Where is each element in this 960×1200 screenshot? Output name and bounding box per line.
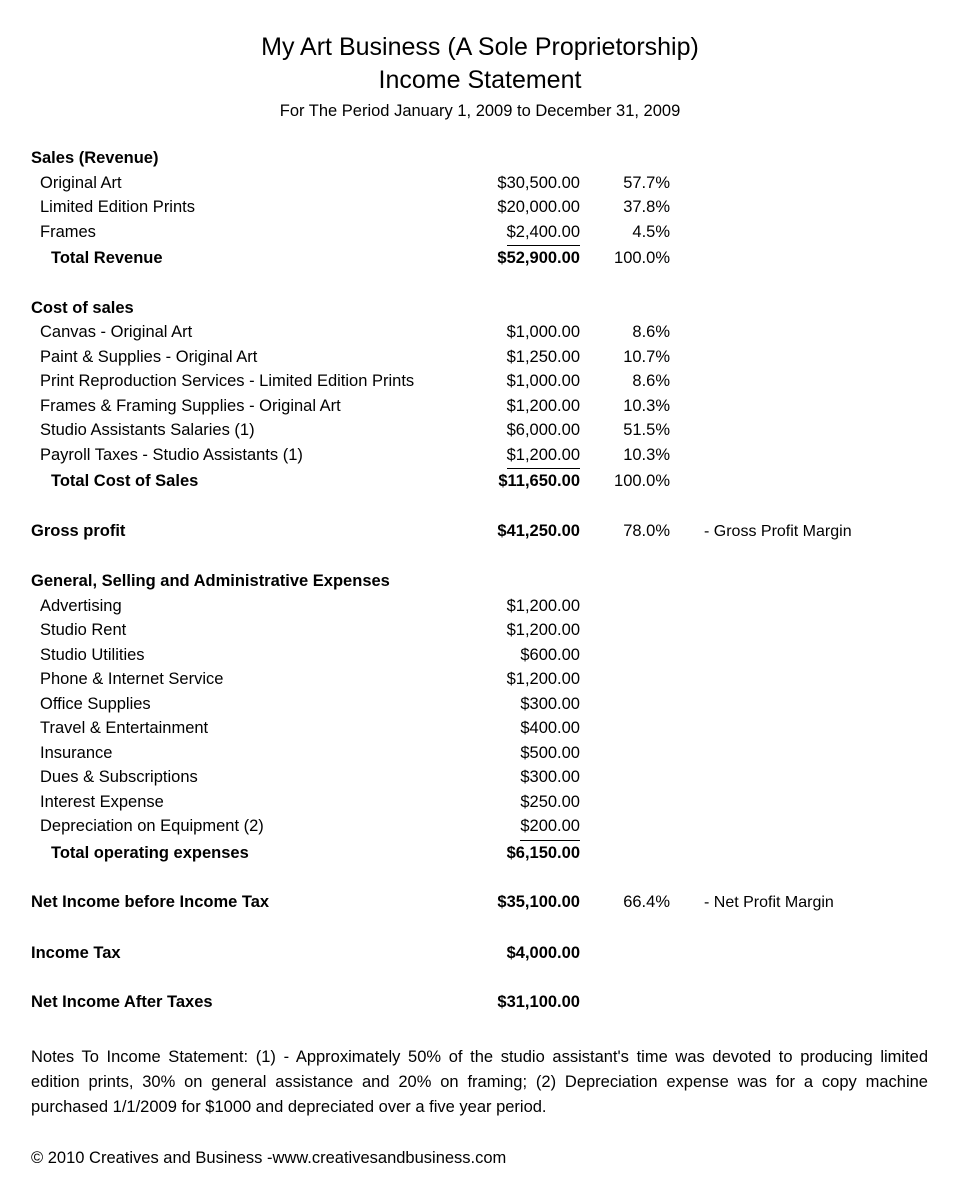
table-row <box>0 741 960 766</box>
line-item-amount: $500.00 <box>520 743 580 762</box>
total-amount: $52,900.00 <box>497 249 580 267</box>
total-row-cost-of-sales <box>0 469 960 494</box>
line-item-label: Depreciation on Equipment (2) <box>40 817 264 835</box>
line-item-amount: $300.00 <box>520 694 580 713</box>
line-item-amount: $20,000.00 <box>497 198 580 216</box>
section-header-operating-expenses <box>0 569 960 594</box>
line-item-label: Travel & Entertainment <box>40 719 209 737</box>
section-header-cost-of-sales <box>0 296 960 321</box>
line-item-percent: 10.3% <box>623 445 670 464</box>
table-row <box>0 394 960 419</box>
table-row <box>0 814 960 841</box>
total-percent: 100.0% <box>614 249 670 267</box>
reporting-period: For The Period January 1, 2009 to December 31, 2009 <box>279 102 681 120</box>
line-item-amount: $1,250.00 <box>506 347 580 366</box>
total-row-revenue <box>0 246 960 271</box>
line-item-amount: $300.00 <box>520 768 580 786</box>
line-item-label: Print Reproduction Services - Limited Edition Prints <box>40 372 415 390</box>
table-row <box>0 345 960 370</box>
total-row-operating-expenses <box>0 841 960 866</box>
net-profit-margin-note: - Net Profit Margin <box>704 894 834 911</box>
notes-to-income-statement: Notes To Income Statement: (1) - Approximately 50% of the studio assistant's time was devoted to producing limited edition prints, 30% on general assistance and 20% on framing; (2) Depreciation expense was for a copy machine purchased 1/1/2009 for $1000 and depreciated over a five year period. <box>31 1047 928 1116</box>
line-item-label: Paint & Supplies - Original Art <box>40 347 258 366</box>
line-item-amount: $600.00 <box>520 645 580 664</box>
table-row <box>0 667 960 692</box>
line-item-amount: $1,200.00 <box>506 670 580 688</box>
table-row <box>0 320 960 345</box>
income-tax-row <box>0 941 960 966</box>
line-item-amount: $1,000.00 <box>506 372 580 390</box>
line-item-percent: 8.6% <box>632 372 670 390</box>
notes-section <box>0 1045 960 1120</box>
subtotal-rule: $2,400.00 <box>507 220 580 247</box>
line-item-amount: $1,000.00 <box>506 323 580 341</box>
line-item-label: Office Supplies <box>40 694 151 713</box>
row-spacer <box>0 865 960 890</box>
line-item-label: Interest Expense <box>40 792 164 811</box>
row-spacer <box>0 271 960 296</box>
gross-profit-margin-note: - Gross Profit Margin <box>704 522 852 540</box>
table-row <box>0 195 960 220</box>
line-item-label: Phone & Internet Service <box>40 670 224 688</box>
line-item-label: Studio Assistants Salaries (1) <box>40 421 255 439</box>
net-income-before-tax-amount: $35,100.00 <box>497 893 580 911</box>
table-row <box>0 692 960 717</box>
document-header <box>0 0 960 124</box>
line-item-amount <box>470 443 580 470</box>
subtotal-rule: $1,200.00 <box>507 443 580 470</box>
net-income-after-taxes-amount: $31,100.00 <box>497 993 580 1011</box>
line-item-amount: $6,000.00 <box>506 421 580 439</box>
section-title: Cost of sales <box>31 298 134 317</box>
gross-profit-percent: 78.0% <box>623 521 670 540</box>
line-item-amount: $1,200.00 <box>506 596 580 615</box>
line-item-label: Frames & Framing Supplies - Original Art <box>40 396 341 415</box>
line-item-amount: $30,500.00 <box>497 173 580 192</box>
line-item-percent: 57.7% <box>623 173 670 192</box>
line-item-label: Original Art <box>40 173 122 192</box>
total-label: Total Revenue <box>51 249 163 267</box>
gross-profit-label: Gross profit <box>31 521 126 540</box>
net-profit-margin-percent: 66.4% <box>623 893 670 911</box>
table-row <box>0 369 960 394</box>
copyright-line: © 2010 Creatives and Business -www.creativesandbusiness.com <box>31 1148 507 1167</box>
table-row <box>0 443 960 470</box>
table-row <box>0 418 960 443</box>
line-item-label: Payroll Taxes - Studio Assistants (1) <box>40 445 303 464</box>
net-income-after-taxes-label: Net Income After Taxes <box>31 993 213 1011</box>
row-spacer <box>0 916 960 941</box>
line-item-percent: 8.6% <box>632 323 670 341</box>
line-item-label: Insurance <box>40 743 113 762</box>
line-item-label: Advertising <box>40 596 122 615</box>
line-item-percent: 10.3% <box>623 396 670 415</box>
section-header-revenue <box>0 146 960 171</box>
gross-profit-amount: $41,250.00 <box>497 521 580 540</box>
subtotal-rule: $200.00 <box>520 814 580 841</box>
line-item-amount: $1,200.00 <box>506 396 580 415</box>
total-label: Total operating expenses <box>51 843 249 862</box>
line-item-amount <box>470 814 580 841</box>
line-item-amount: $1,200.00 <box>506 621 580 639</box>
line-item-percent: 37.8% <box>623 198 670 216</box>
section-title: Sales (Revenue) <box>31 149 159 167</box>
net-income-before-tax-row <box>0 890 960 916</box>
total-amount: $11,650.00 <box>498 472 580 490</box>
company-name: My Art Business (A Sole Proprietorship) <box>261 33 699 61</box>
table-row <box>0 716 960 741</box>
income-statement-table <box>0 146 960 1015</box>
line-item-label: Limited Edition Prints <box>40 198 195 216</box>
line-item-amount: $250.00 <box>520 792 580 811</box>
document-title: Income Statement <box>378 66 582 94</box>
section-title: General, Selling and Administrative Expenses <box>31 572 390 590</box>
line-item-label: Dues & Subscriptions <box>40 768 198 786</box>
line-item-percent: 10.7% <box>623 347 670 366</box>
income-tax-amount: $4,000.00 <box>506 943 580 962</box>
row-spacer <box>0 494 960 519</box>
table-row <box>0 220 960 247</box>
line-item-label: Studio Rent <box>40 621 127 639</box>
net-income-before-tax-label: Net Income before Income Tax <box>31 893 270 911</box>
row-spacer <box>0 965 960 990</box>
line-item-label: Studio Utilities <box>40 645 145 664</box>
table-row <box>0 618 960 643</box>
line-item-amount: $400.00 <box>520 719 580 737</box>
total-amount: $6,150.00 <box>506 843 580 862</box>
line-item-amount <box>470 220 580 247</box>
table-row <box>0 643 960 668</box>
total-percent: 100.0% <box>614 472 670 490</box>
line-item-percent: 51.5% <box>623 421 670 439</box>
table-row <box>0 790 960 815</box>
gross-profit-row <box>0 519 960 545</box>
line-item-percent: 4.5% <box>632 222 670 241</box>
line-item-label: Frames <box>40 222 96 241</box>
total-label: Total Cost of Sales <box>51 472 199 490</box>
row-spacer <box>0 544 960 569</box>
income-tax-label: Income Tax <box>31 943 121 962</box>
line-item-label: Canvas - Original Art <box>40 323 193 341</box>
net-income-after-taxes-row <box>0 990 960 1015</box>
table-row <box>0 765 960 790</box>
table-row <box>0 594 960 619</box>
table-row <box>0 171 960 196</box>
